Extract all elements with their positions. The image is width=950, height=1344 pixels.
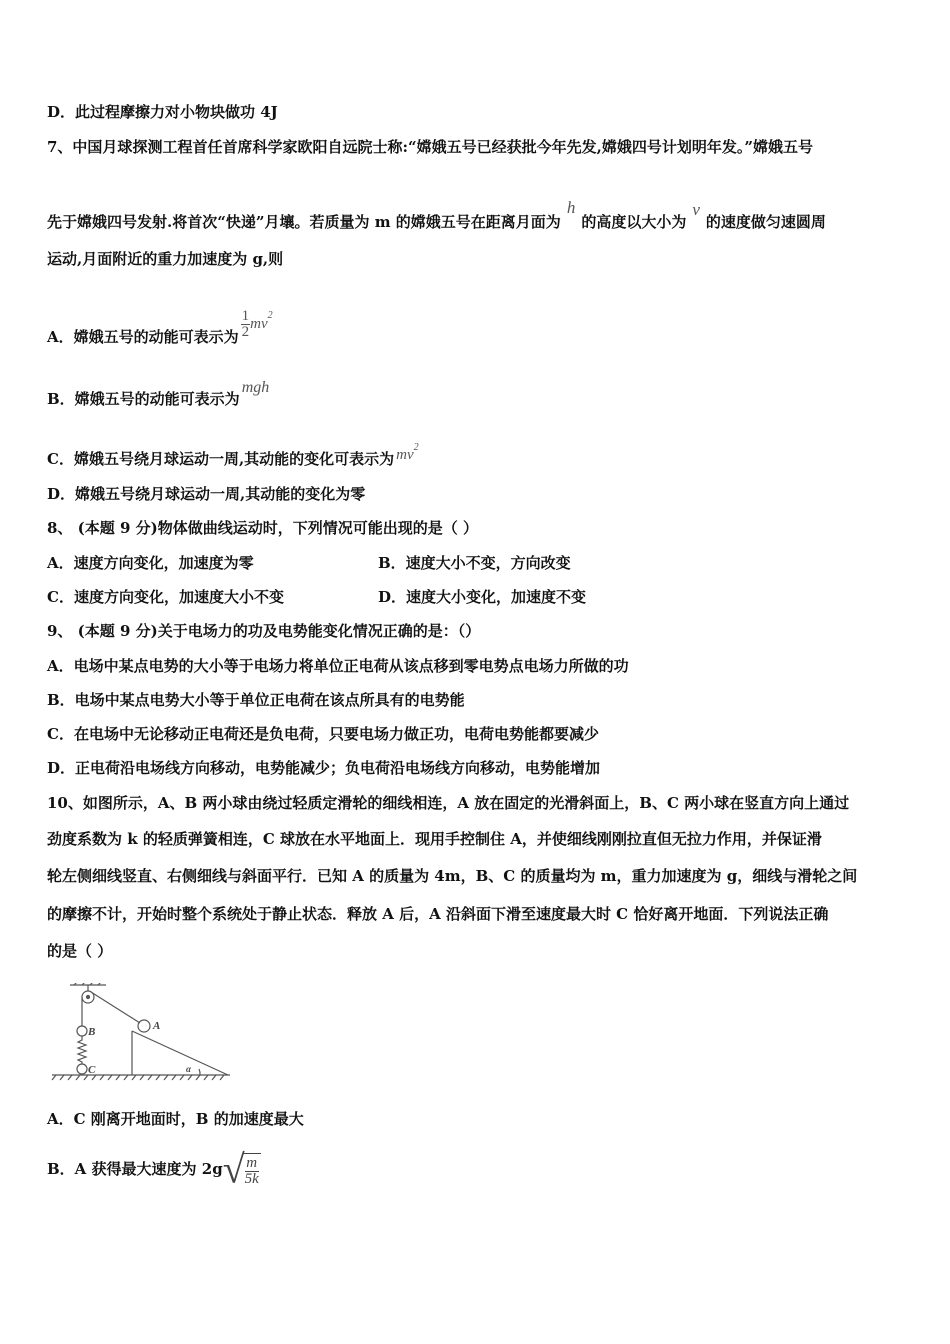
q8-option-d: D．速度大小变化，加速度不变	[378, 588, 587, 606]
q7-stem-line2-part1: 先于嫦娥四号发射.将首次“快递”月壤。若质量为 m 的嫦娥五号在距离月面为	[47, 213, 561, 231]
label-a: A	[153, 1020, 161, 1032]
q9-stem: 9、 (本题 9 分)关于电场力的功及电势能变化情况正确的是：（）	[47, 622, 481, 640]
q7-option-b	[47, 378, 269, 409]
q7-option-a-numerator: 1	[241, 307, 250, 324]
q7-option-a-expr: mv	[250, 316, 268, 332]
q7-option-b-text: B．嫦娥五号的动能可表示为	[47, 390, 240, 408]
ball-b	[77, 1026, 87, 1036]
ground-hatching	[52, 1075, 224, 1080]
q7-option-c-expr: mv	[396, 447, 414, 463]
q10-option-b-denominator: 5k	[244, 1170, 259, 1187]
q9-option-a: A．电场中某点电势的大小等于电场力将单位正电荷从该点移到零电势点电场力所做的功	[47, 657, 629, 675]
q7-option-d: D．嫦娥五号绕月球运动一周,其动能的变化为零	[47, 485, 366, 503]
q9-option-d: D．正电荷沿电场线方向移动，电势能减少；负电荷沿电场线方向移动，电势能增加	[47, 759, 601, 777]
q10-option-b	[47, 1146, 261, 1191]
q9-option-c: C．在电场中无论移动正电荷还是负电荷，只要电场力做正功，电荷电势能都要减少	[47, 725, 599, 743]
q10-stem-line3: 轮左侧细线竖直、右侧细线与斜面平行．已知 A 的质量为 4m，B、C 的质量均为 m，重力加速度为 g，细线与滑轮之间	[47, 867, 858, 885]
label-c: C	[88, 1064, 96, 1076]
q8-option-c: C．速度方向变化，加速度大小不变	[47, 588, 284, 606]
q7-option-c-exponent: 2	[413, 442, 419, 453]
q7-option-a-exponent: 2	[267, 310, 273, 321]
q10-option-b-numerator: m	[246, 1154, 258, 1171]
label-b: B	[88, 1026, 96, 1038]
q10-stem-line2: 劲度系数为 k 的轻质弹簧相连，C 球放在水平地面上．现用手控制住 A，并使细线刚刚拉直但无拉力作用，并保证滑	[47, 830, 822, 848]
q10-stem-line4: 的摩擦不计，开始时整个系统处于静止状态．释放 A 后，A 沿斜面下滑至速度最大时 C 恰好离开地面．下列说法正确	[47, 905, 829, 923]
q10-option-a: A．C 刚离开地面时，B 的加速度最大	[47, 1110, 304, 1128]
q7-option-a-denominator: 2	[241, 323, 250, 340]
q7-option-b-expr: mgh	[241, 379, 270, 396]
q10-option-b-text: B．A 获得最大速度为 2g	[47, 1160, 223, 1178]
label-alpha: α	[186, 1064, 191, 1074]
q10-stem-line5: 的是（ ）	[47, 942, 113, 960]
angle-arc	[199, 1069, 200, 1075]
pulley-axle	[87, 996, 90, 999]
q10-figure-pulley-incline	[48, 983, 234, 1081]
q7-option-a-fraction	[241, 309, 251, 340]
ball-a	[138, 1020, 150, 1032]
spring	[78, 1036, 86, 1064]
q8-stem: 8、 (本题 9 分)物体做曲线运动时，下列情况可能出现的是（ ）	[47, 519, 478, 537]
q7-stem-line1: 7、中国月球探测工程首任首席科学家欧阳自远院士称:“嫦娥五号已经获批今年先发,嫦娥四号计划明年发。”嫦娥五号	[47, 138, 813, 156]
q8-option-a: A．速度方向变化，加速度为零	[47, 554, 254, 572]
q7-option-a	[47, 294, 273, 359]
q10-stem-line1: 10、如图所示，A、B 两小球由绕过轻质定滑轮的细线相连，A 放在固定的光滑斜面上，B、C 两小球在竖直方向上通过	[47, 794, 850, 812]
q7-stem-line2-part2: 的高度以大小为	[581, 213, 687, 231]
incline-surface	[132, 1031, 228, 1075]
q7-symbol-h: h	[566, 198, 576, 217]
q7-stem-line2	[47, 198, 826, 232]
q7-stem-line3: 运动,月面附近的重力加速度为 g,则	[47, 250, 284, 268]
q8-option-b: B．速度大小不变，方向改变	[378, 554, 571, 572]
q7-option-c-text: C．嫦娥五号绕月球运动一周,其动能的变化可表示为	[47, 450, 395, 468]
sqrt-radical-icon: √	[222, 1146, 245, 1192]
q7-option-c	[47, 438, 419, 469]
ball-c	[77, 1064, 87, 1074]
q7-option-a-text: A．嫦娥五号的动能可表示为	[47, 328, 239, 346]
q7-symbol-v: v	[692, 200, 700, 219]
q7-stem-line2-part3: 的速度做匀速圆周	[705, 213, 826, 231]
q6-option-d: D．此过程摩擦力对小物块做功 4J	[47, 103, 278, 121]
string-parallel-incline	[91, 992, 140, 1023]
q9-option-b: B．电场中某点电势大小等于单位正电荷在该点所具有的电势能	[47, 691, 465, 709]
q10-option-b-sqrt	[223, 1147, 261, 1191]
